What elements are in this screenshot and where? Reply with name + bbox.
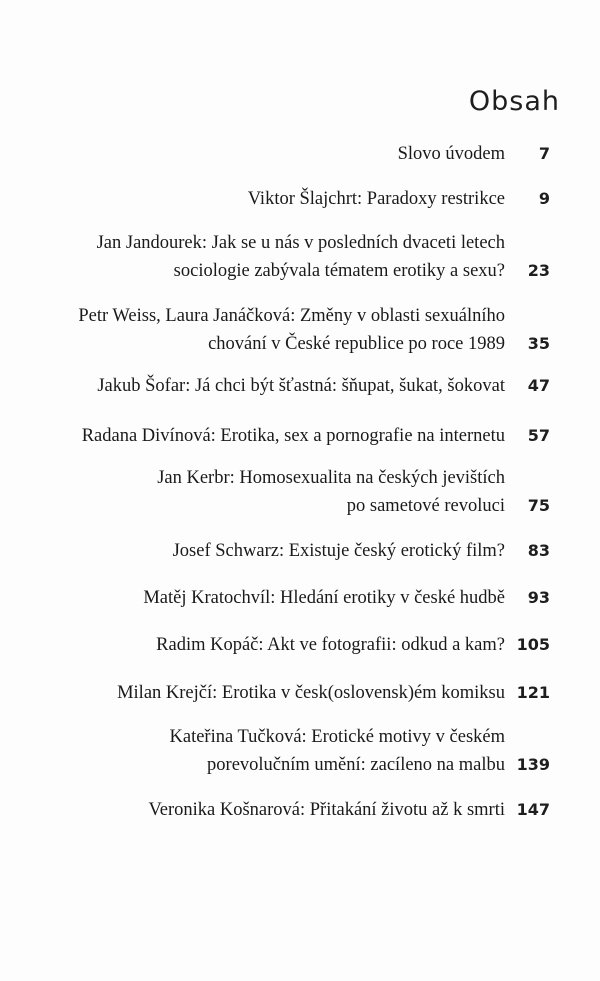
toc-entry-page-number: 7: [538, 144, 550, 163]
toc-entry-line: Petr Weiss, Laura Janáčková: Změny v oblasti sexuálního: [78, 306, 505, 326]
toc-entry: [20, 764, 600, 824]
toc-entry-title: [97, 229, 505, 285]
toc-entry-line: Jan Kerbr: Homosexualita na českých jevištích: [157, 468, 505, 488]
toc-entry: [20, 153, 600, 213]
toc-entry-line: Radim Kopáč: Akt ve fotografii: odkud a kam?: [156, 635, 505, 655]
toc-entry-line: Matěj Kratochvíl: Hledání erotiky v české hudbě: [143, 588, 505, 608]
toc-entry-line: po sametové revoluci: [346, 496, 505, 516]
page-title: Obsah: [468, 86, 560, 117]
toc-entry-page-number: 147: [516, 800, 550, 819]
toc-entry-line: porevolučním umění: zacíleno na malbu: [207, 755, 505, 775]
toc-entry-page-number: 23: [527, 261, 550, 280]
toc-entry-line: Radana Divínová: Erotika, sex a pornografie na internetu: [81, 426, 505, 446]
toc-entry-title: [148, 796, 505, 824]
toc-entry-title: [82, 422, 505, 450]
toc-entry-title: [117, 679, 505, 707]
toc-entry-page-number: 83: [527, 541, 550, 560]
toc-entry-line: Josef Schwarz: Existuje český erotický film?: [172, 541, 505, 561]
toc-entry-page-number: 57: [527, 426, 550, 445]
toc-entry: [20, 390, 600, 450]
toc-entry-page-number: 75: [527, 496, 550, 515]
toc-entry-line: Kateřina Tučková: Erotické motivy v českém: [169, 727, 505, 747]
toc-entry-line: Veronika Košnarová: Přitakání životu až k smrti: [148, 800, 505, 820]
toc-entry-title: [248, 185, 505, 213]
toc-entry-line: Slovo úvodem: [397, 144, 505, 164]
toc-entry-line: Jakub Šofar: Já chci být šťastná: šňupat, šukat, šokovat: [97, 376, 505, 396]
toc-entry-page-number: 121: [516, 683, 550, 702]
toc-entry-page-number: 105: [516, 635, 550, 654]
toc-entry-page-number: 93: [527, 588, 550, 607]
toc-entry-page-number: 47: [527, 376, 550, 395]
toc-entry-line: Jan Jandourek: Jak se u nás v posledních dvaceti letech: [96, 233, 505, 253]
toc-entry: [20, 225, 600, 285]
toc-entry-page-number: 139: [516, 755, 550, 774]
toc-entry: [20, 647, 600, 707]
toc-entry-line: sociologie zabývala tématem erotiky a sexu?: [173, 261, 505, 281]
toc-entry-page-number: 35: [527, 334, 550, 353]
toc-entry-line: Milan Krejčí: Erotika v česk(oslovensk)ém komiksu: [117, 683, 505, 703]
toc-entry-line: chování v České republice po roce 1989: [208, 334, 505, 354]
toc-entry-line: Viktor Šlajchrt: Paradoxy restrikce: [247, 189, 505, 209]
toc-entry-page-number: 9: [538, 189, 550, 208]
